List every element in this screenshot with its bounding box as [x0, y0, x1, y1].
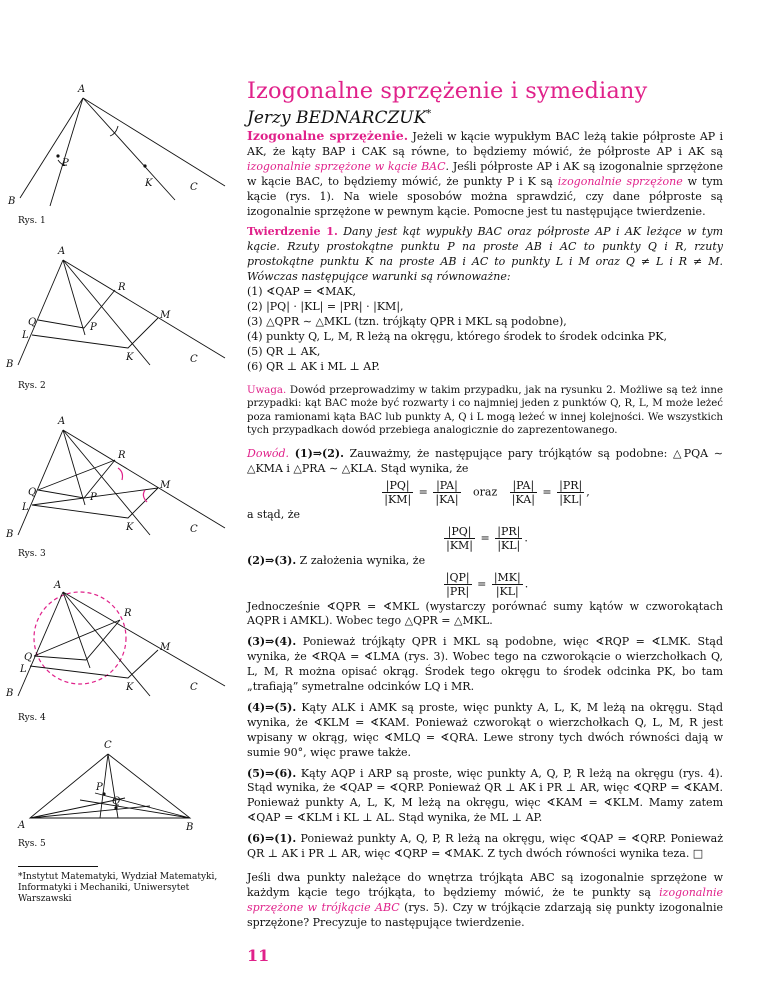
label-c: C — [190, 524, 198, 535]
caption-fig-5: Rys. 5 — [18, 839, 46, 849]
label-r: R — [118, 450, 126, 461]
fraction — [557, 479, 584, 506]
denominator: |KL| — [497, 538, 521, 552]
footnote-rule — [18, 866, 98, 867]
proof-12-text: Zauważmy, że następujące pary trójkątów są podobne: △PQA ∼ △KMA i △PRA ∼ △KLA. Stąd wynika, że — [247, 446, 723, 475]
ray-ab — [18, 260, 63, 365]
label-a: A — [54, 580, 62, 591]
circle-aqpr — [34, 592, 126, 684]
ray-ab — [20, 98, 83, 198]
proof-23 — [247, 554, 723, 569]
numerator: |PA| — [433, 479, 460, 493]
label-b: B — [6, 529, 14, 540]
denominator: |KA| — [435, 492, 459, 506]
proof-23-head: (2)⇒(3). — [247, 553, 297, 567]
closing-text-2: (rys. 5). Czy w trójkącie zdarzają się punkty izogonalnie sprzężone? Precyzuje to następujące twierdzenie. — [247, 900, 723, 929]
fraction — [444, 571, 472, 598]
proof-61-head: (6)⇒(1). — [247, 832, 297, 846]
fraction — [444, 525, 475, 552]
label-k: K — [126, 352, 134, 363]
proof-45-head: (4)⇒(5). — [247, 700, 297, 714]
denominator: |KM| — [446, 538, 474, 552]
label-a: A — [78, 84, 86, 95]
proof-23-cont: Jednocześnie ∢QPR = ∢MKL (wystarczy porównać sumy kątów w czworokątach AQPR i AMKL). Wobec tego △QPR = △MKL. — [247, 599, 723, 628]
remark-label: Uwaga. — [247, 384, 287, 396]
condition-1: (1) ∢QAP = ∢MAK, — [247, 285, 357, 299]
point-k — [143, 164, 146, 167]
label-c: C — [190, 682, 198, 693]
condition-6: (6) QR ⊥ AK i ML ⊥ AP. — [247, 359, 380, 373]
main-column — [247, 129, 723, 931]
numerator: |PR| — [559, 478, 583, 492]
label-b: B — [6, 359, 14, 370]
angle-arc — [110, 126, 118, 136]
cevian-b — [80, 800, 190, 818]
figure-2 — [0, 240, 240, 400]
ray-ab — [18, 592, 63, 696]
equation-2: $\frac{|PQ|}{|KM|}$ = $\frac{|PR|}{|KL|}$ . — [446, 524, 528, 552]
triangle-abc — [30, 754, 190, 818]
author-footnote-mark: * — [426, 108, 432, 120]
label-p: P — [90, 492, 97, 503]
numerator: |PA| — [510, 479, 537, 493]
proof-61-text: Ponieważ punkty A, Q, P, R leżą na okręgu, więc ∢QAP = ∢QRP. Ponieważ QR ⊥ AK i PR ⊥ AR, więc ∢QRP = ∢MAK. Z tych dwóch równości wynika teza. □ — [247, 832, 723, 861]
label-l: L — [22, 502, 29, 513]
proof-12 — [247, 447, 723, 477]
denominator: |KM| — [384, 492, 412, 506]
figure-1 — [0, 78, 240, 228]
point-p — [56, 154, 59, 157]
proof-label: Dowód. — [247, 446, 290, 460]
intro-term-1: izogonalnie sprzężone w kącie BAC — [247, 159, 446, 173]
angle-mark — [118, 468, 123, 480]
numerator: |MK| — [493, 570, 521, 584]
intro-paragraph — [247, 129, 723, 219]
angle-mark — [143, 490, 147, 502]
caption-fig-4: Rys. 4 — [18, 713, 46, 723]
segment-qr — [34, 620, 120, 656]
section-heading: Izogonalne sprzężenie. — [247, 128, 409, 143]
label-c: C — [190, 182, 198, 193]
denominator: |KA| — [511, 492, 535, 506]
label-m: M — [160, 642, 171, 653]
label-c: C — [104, 740, 112, 751]
label-p: P — [96, 782, 103, 793]
fraction — [433, 479, 460, 506]
author — [247, 108, 727, 128]
proof-12-head: (1)⇒(2). — [294, 446, 344, 460]
proof-34 — [247, 635, 723, 695]
proof-23-text: Z założenia wynika, że — [296, 553, 426, 567]
denominator: |PR| — [446, 584, 470, 598]
condition-5: (5) QR ⊥ AK, — [247, 344, 321, 358]
figure-5 — [0, 738, 240, 868]
label-k: K — [126, 522, 134, 533]
denominator: |KL| — [495, 584, 519, 598]
ray-ac — [63, 260, 225, 358]
intro-text-1: Jeżeli w kącie wypukłym BAC leżą takie półproste AP i AK, że kąty BAP i CAK są równe, to będziemy mówić, że półproste AP i AK są — [247, 130, 723, 158]
proof-45-text: Kąty ALK i AMK są proste, więc punkty A, L, K, M leżą na okręgu. Stąd wynika, że ∢KLM = ∢KAM. Ponieważ czworokąt o wierzchołkach Q, L, M, R jest wpisany w okrąg, więc ∢MLQ = ∢QRA. Lewe strony tych dwóch równości dają w sumie 90°, więc prawe także. — [247, 700, 723, 759]
theorem-paragraph — [247, 225, 723, 285]
ray-ac — [63, 592, 225, 686]
proof-45 — [247, 701, 723, 761]
condition-3: (3) △QPR ∼ △MKL (tzn. trójkąty QPR i MKL są podobne), — [247, 314, 567, 328]
proof-34-head: (3)⇒(4). — [247, 635, 297, 649]
ray-ac — [63, 430, 225, 528]
cevian-a — [30, 798, 125, 818]
theorem-body: Dany jest kąt wypukły BAC oraz półproste AP i AK leżące w tym kącie. Rzuty prostokątne punktu P na proste AB i AC to punkty Q i R, rzuty prostokątne punktu K na proste AB i AC to punkty L i M oraz Q ≠ L i R ≠ M. Wówczas następujące warunki są równoważne: — [247, 225, 723, 284]
perpendiculars-from-k — [30, 650, 158, 678]
label-b: B — [8, 196, 16, 207]
label-r: R — [118, 282, 126, 293]
label-q: Q — [24, 652, 33, 663]
fraction — [382, 479, 413, 506]
caption-fig-1: Rys. 1 — [18, 216, 46, 226]
label-m: M — [160, 480, 171, 491]
numerator: |PR| — [497, 524, 521, 538]
fraction — [492, 571, 523, 598]
intro-term-2: izogonalnie sprzężone — [557, 174, 683, 188]
proof-56-head: (5)⇒(6). — [247, 766, 297, 780]
remark-body: Dowód przeprowadzimy w takim przypadku, jak na rysunku 2. Możliwe są też inne przypadki: kąt BAC może być rozwarty i co najmniej jeden z punktów Q, R, L, M może leżeć poza ramionami kąta BAC lub punkty A, Q i L mogą leżeć w innej kolejności. We wszystkich tych przypadkach dowód przebiega analogicznie do zaprezentowanego. — [247, 384, 723, 437]
ray-ak — [63, 260, 150, 365]
closing-text-1: Jeśli dwa punkty należące do wnętrza trójkąta ABC są izogonalnie sprzężone w każdym kącie tego trójkąta, to będziemy mówić, że te punkty są — [247, 871, 723, 899]
numerator: |PQ| — [444, 525, 475, 539]
figure-4 — [0, 578, 240, 738]
proof-hence: a stąd, że — [247, 507, 301, 521]
label-c: C — [190, 354, 198, 365]
ray-ak — [63, 430, 150, 535]
label-m: M — [160, 310, 171, 321]
label-p: P — [90, 322, 97, 333]
closing-paragraph — [247, 871, 723, 931]
label-b: B — [186, 822, 194, 833]
label-b: B — [6, 688, 14, 699]
label-p: P — [62, 158, 69, 169]
label-q: Q — [112, 796, 121, 807]
label-k: K — [145, 178, 153, 189]
label-l: L — [20, 664, 27, 675]
closing-term: izogonalnie sprzężone w trójkącie ABC — [247, 885, 723, 914]
ray-ak — [63, 592, 150, 696]
author-name: Jerzy BEDNARCZUK — [247, 108, 427, 128]
label-r: R — [124, 608, 132, 619]
fraction — [495, 525, 522, 552]
condition-2: (2) |PQ| · |KL| = |PR| · |KM|, — [247, 299, 404, 313]
ray-ap — [50, 98, 83, 206]
theorem-label: Twierdzenie 1. — [247, 225, 338, 239]
ray-ak — [83, 98, 175, 200]
label-a: A — [18, 820, 26, 831]
cevian-b — [95, 793, 190, 818]
proof-34-text: Ponieważ trójkąty QPR i MKL są podobne, więc ∢RQP = ∢LMK. Stąd wynika, że ∢RQA = ∢LMA (rys. 3). Wobec tego na czworokącie o wierzchołkach Q, L, M, R można opisać okrąg. Środek tego okręgu to środek odcinka PK, bo tam „trafiają” symetralne odcinków LQ i MR. — [247, 635, 723, 694]
fraction — [510, 479, 537, 506]
label-a: A — [58, 416, 66, 427]
article-title: Izogonalne sprzężenie i symediany — [247, 78, 648, 104]
ray-ap — [63, 592, 90, 668]
label-a: A — [58, 246, 66, 257]
point-p — [102, 792, 105, 795]
condition-4: (4) punkty Q, L, M, R leżą na okręgu, którego środek to środek odcinka PK, — [247, 329, 667, 343]
numerator: |QP| — [445, 570, 470, 584]
label-q: Q — [28, 487, 37, 498]
label-q: Q — [28, 317, 37, 328]
oraz-word: oraz — [473, 485, 498, 499]
page-number: 11 — [247, 946, 270, 965]
proof-56 — [247, 767, 723, 827]
perpendiculars-from-p — [34, 620, 120, 660]
caption-fig-2: Rys. 2 — [18, 381, 46, 391]
remark-paragraph — [247, 384, 723, 438]
segment-qr — [38, 460, 115, 490]
footnote: *Instytut Matematyki, Wydział Matematyki, Informatyki i Mechaniki, Uniwersytet Warszawski — [18, 872, 218, 904]
proof-56-text: Kąty AQP i ARP są proste, więc punkty A, Q, P, R leżą na okręgu (rys. 4). Stąd wynika, że ∢QAP = ∢QRP. Ponieważ QR ⊥ AK i PR ⊥ AR, więc ∢QRP = ∢KAM. Ponieważ punkty A, L, K, M leżą na okręgu, więc ∢KAM = ∢KLM. Mamy zatem ∢QAP = ∢KLM i KL ⊥ AL. Stąd wynika, że ML ⊥ AP. — [247, 766, 723, 825]
caption-fig-3: Rys. 3 — [18, 549, 46, 559]
proof-61 — [247, 832, 723, 862]
intro-text-2: . Jeśli półproste AP i AK są izogonalnie sprzężone w kącie BAC, to będziemy mówić, że punkty P i K są — [247, 159, 723, 188]
equation-1: $\frac{|PQ|}{|KM|}$ = $\frac{|PA|}{|KA|}$ oraz $\frac{|PA|}{|KA|}$ = $\frac{|PR|}{|KL|}$ , — [384, 478, 590, 506]
denominator: |KL| — [559, 492, 583, 506]
label-k: K — [126, 682, 134, 693]
figure-3 — [0, 410, 240, 570]
ray-ac — [83, 98, 225, 186]
numerator: |PQ| — [382, 479, 413, 493]
label-l: L — [22, 330, 29, 341]
cevian-a — [30, 806, 150, 818]
intro-text-3: w tym kącie (rys. 1). Na wiele sposobów można sprawdzić, czy dane półproste są izogonalnie sprzężone w pewnym kącie. Pomocne jest tu następujące twierdzenie. — [247, 174, 723, 218]
equation-3: $\frac{|QP|}{|PR|}$ = $\frac{|MK|}{|KL|}$ . — [445, 570, 529, 598]
